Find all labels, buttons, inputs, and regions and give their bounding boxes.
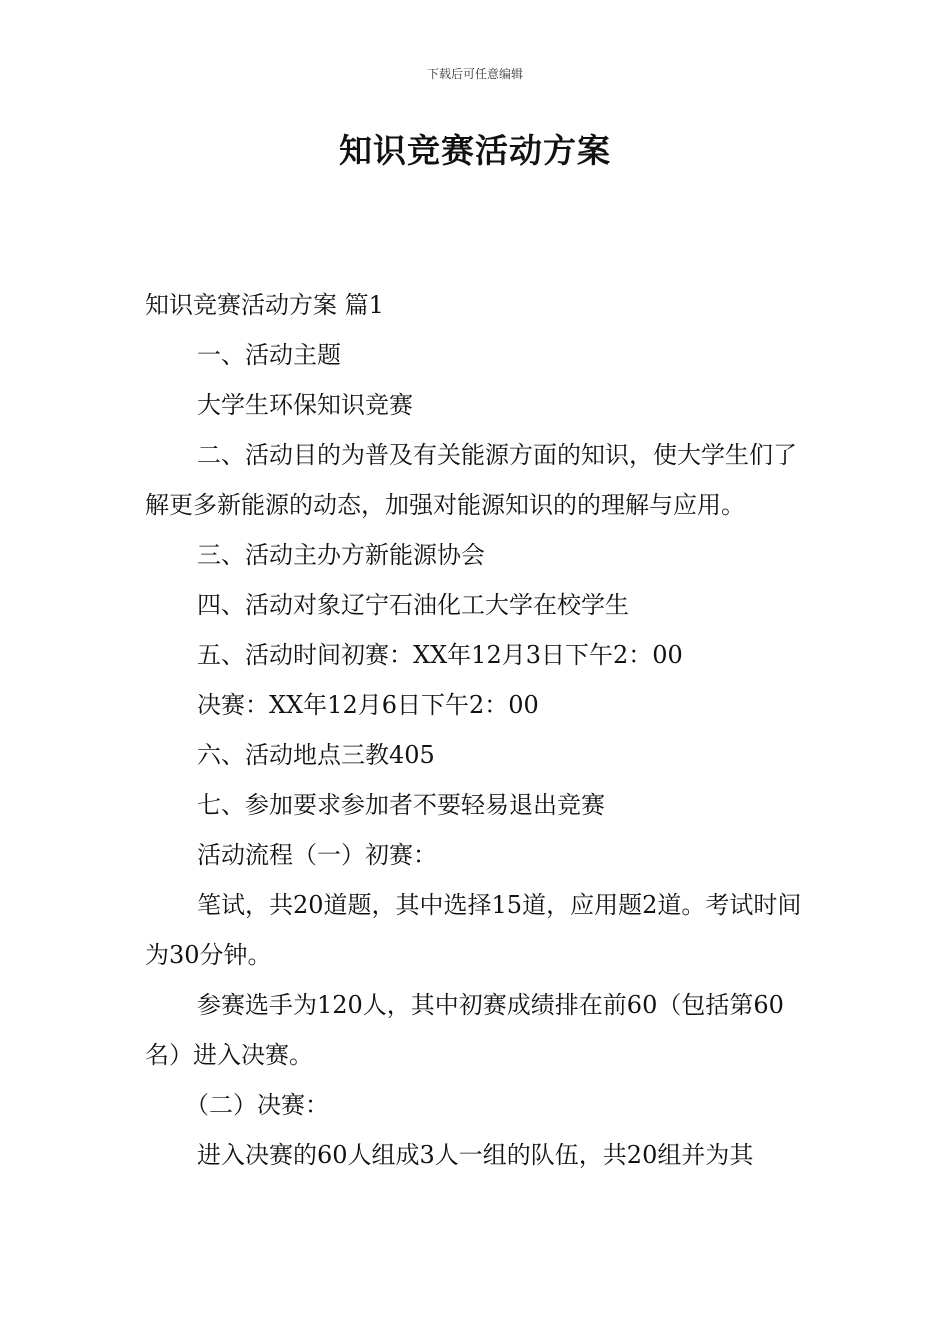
paragraph-final-heading: （二）决赛： xyxy=(185,1091,329,1119)
paragraph-theme: 大学生环保知识竞赛 xyxy=(197,391,413,419)
document-title: 知识竞赛活动方案 xyxy=(339,131,611,170)
paragraph-purpose: 二、活动目的为普及有关能源方面的知识，使大学生们了解更多新能源的动态，加强对能源知识的的理解与应用。 xyxy=(145,441,797,519)
paragraph-audience: 四、活动对象辽宁石油化工大学在校学生 xyxy=(197,591,629,619)
section-heading: 知识竞赛活动方案 篇1 xyxy=(145,291,384,319)
paragraph-final-teams: 进入决赛的60人组成3人一组的队伍，共20组并为其 xyxy=(197,1141,754,1169)
paragraph-requirements: 七、参加要求参加者不要轻易退出竞赛 xyxy=(197,791,605,819)
paragraph-contestants: 参赛选手为120人，其中初赛成绩排在前60（包括第60名）进入决赛。 xyxy=(145,991,784,1069)
paragraph-organizer: 三、活动主办方新能源协会 xyxy=(197,541,485,569)
paragraph-time-prelim: 五、活动时间初赛：XX年12月3日下午2：00 xyxy=(197,641,683,669)
document-body xyxy=(145,280,810,1180)
paragraph-process-prelim: 活动流程（一）初赛： xyxy=(197,841,437,869)
header-note: 下载后可任意编辑 xyxy=(426,67,523,81)
paragraph-theme-heading: 一、活动主题 xyxy=(197,341,341,369)
paragraph-time-final: 决赛：XX年12月6日下午2：00 xyxy=(197,691,539,719)
paragraph-location: 六、活动地点三教405 xyxy=(197,741,435,769)
paragraph-written-test: 笔试，共20道题，其中选择15道，应用题2道。考试时间为30分钟。 xyxy=(145,891,802,969)
